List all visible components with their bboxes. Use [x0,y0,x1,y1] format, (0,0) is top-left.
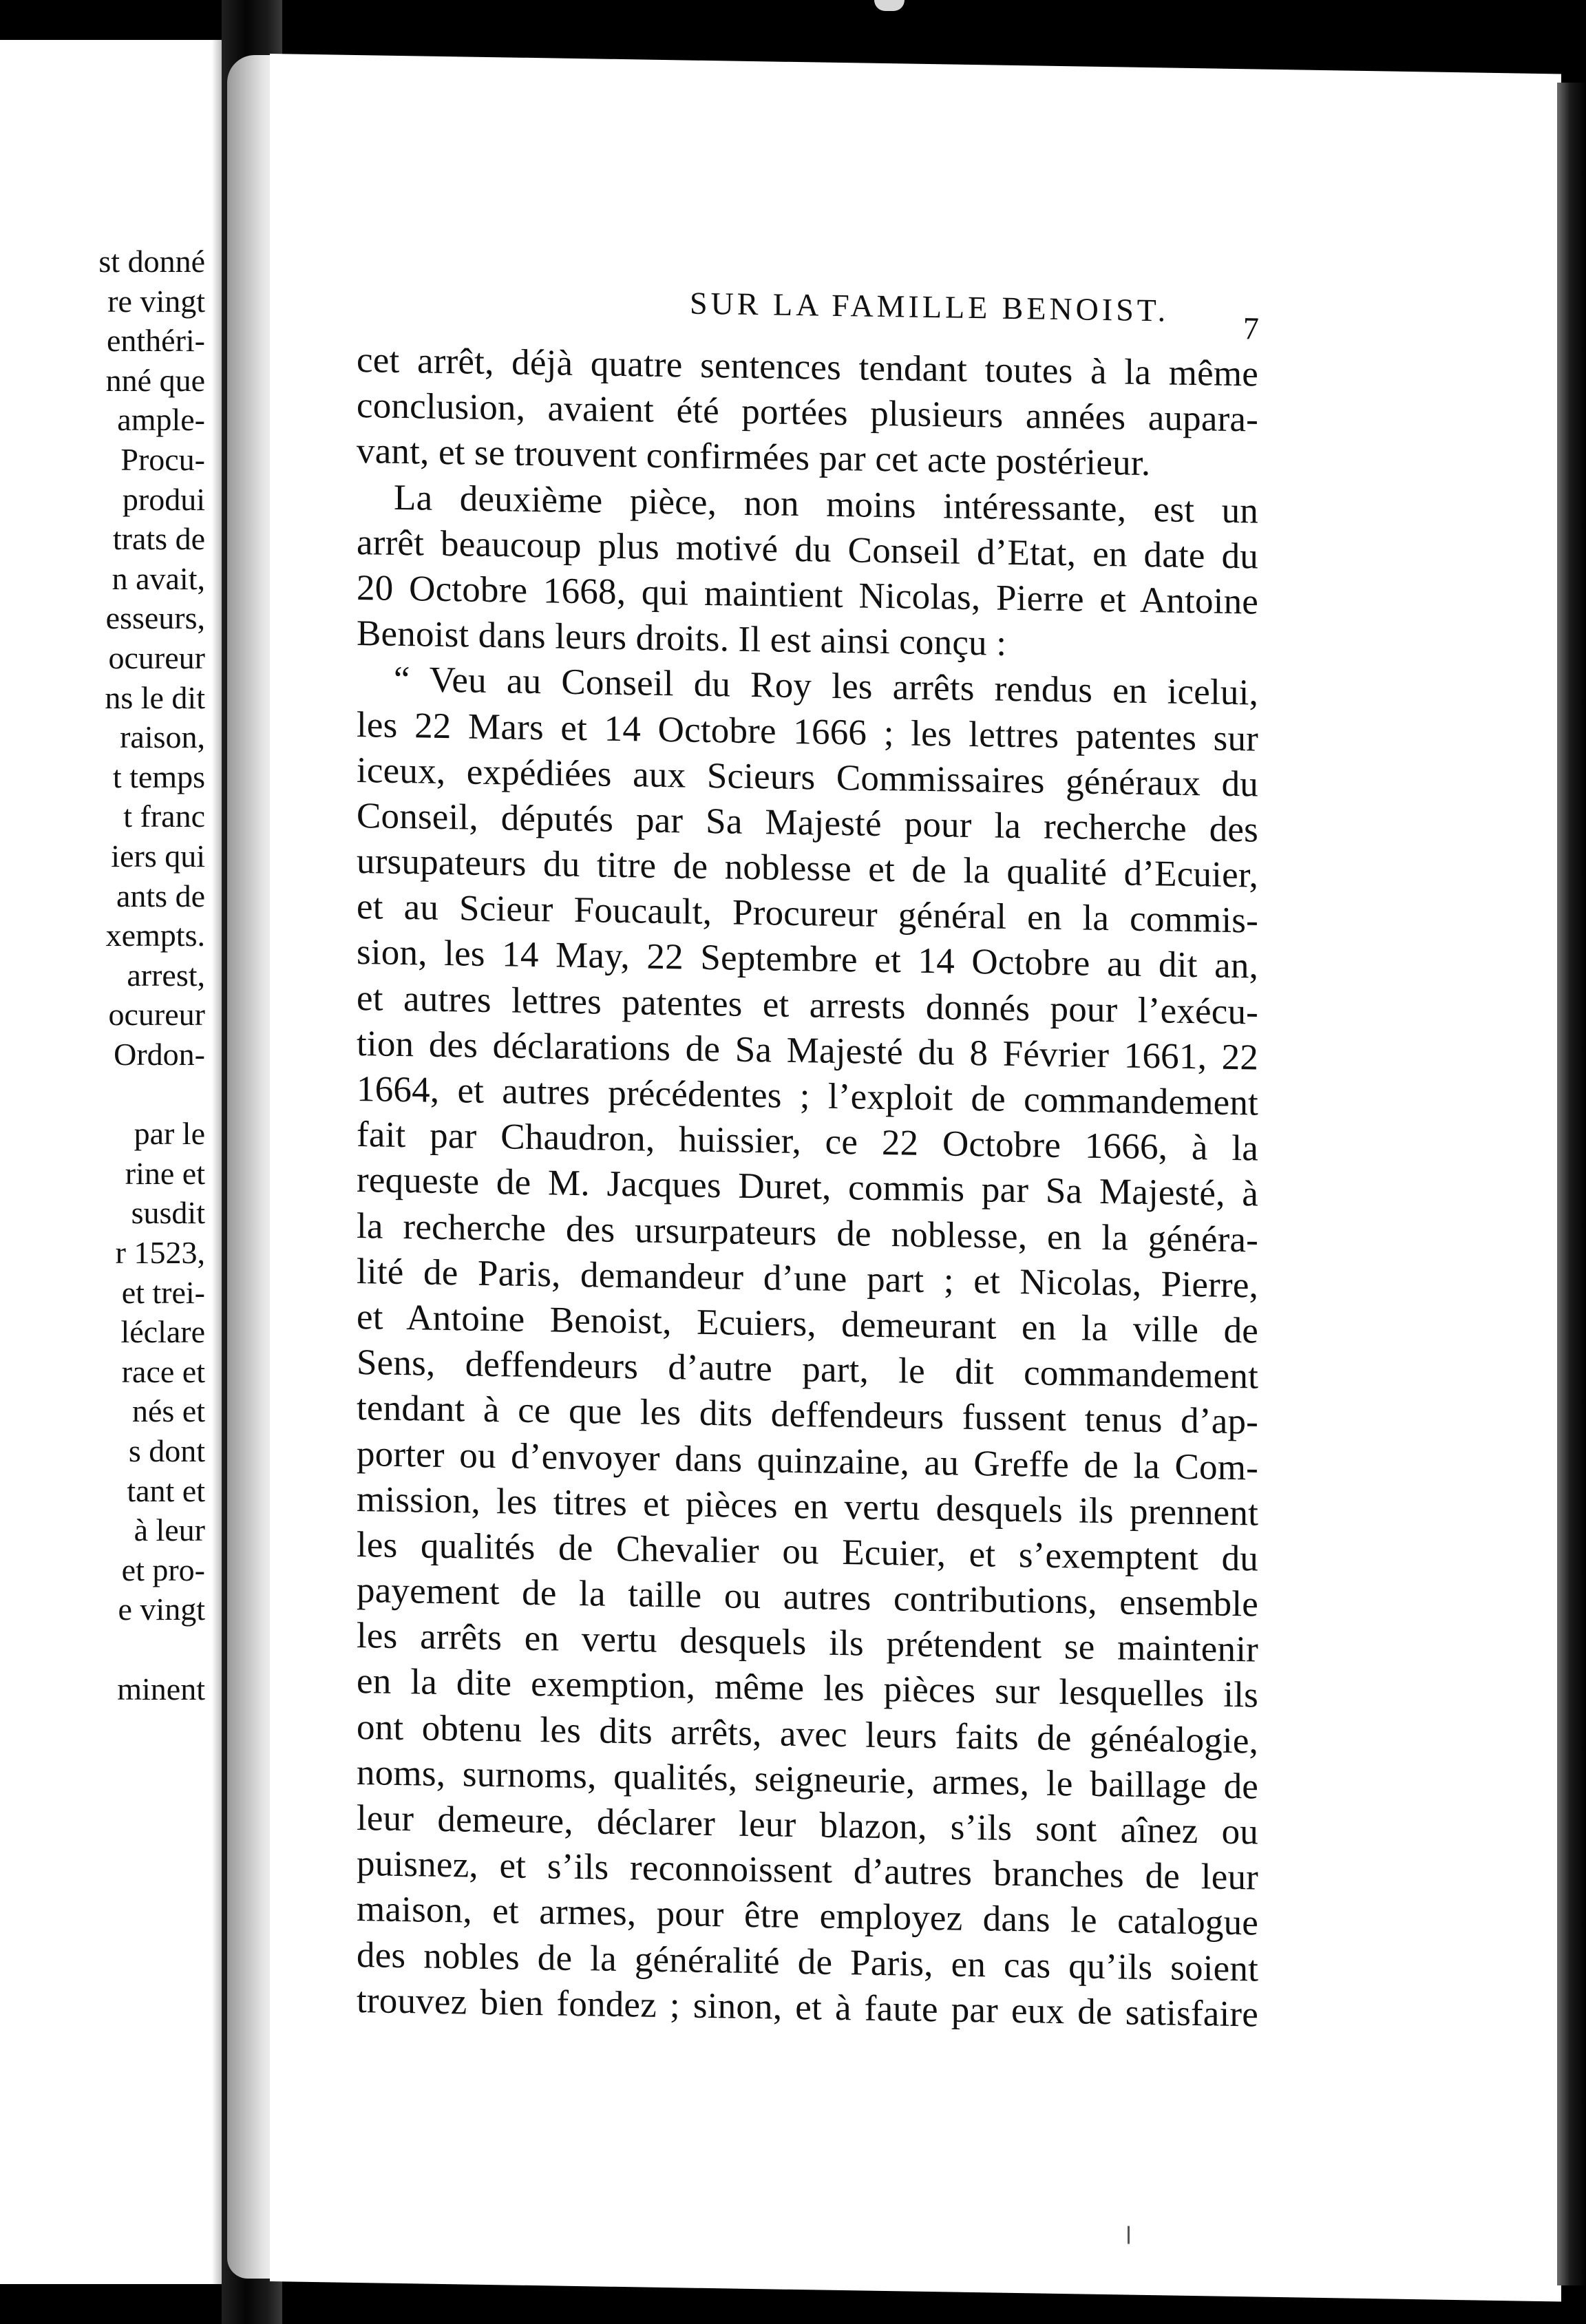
text-line: arrêt beaucoup plus motivé du Conseil d’Etat, en date du [357,522,1258,577]
text-line: et au Scieur Foucault, Procureur général en la commis- [357,887,1258,941]
left-page-line: t temps [112,759,205,794]
text-line: les 22 Mars et 14 Octobre 1666 ; les lettres patentes sur [357,704,1258,759]
left-page-line: et pro- [121,1552,205,1587]
left-page-line: minent [117,1671,205,1707]
running-head: SUR LA FAMILLE BENOIST. [690,285,1169,328]
text-line: conclusion, avaient été portées plusieurs années aupara- [357,385,1258,440]
text-line: en la dite exemption, même les pièces sur lesquelles ils [357,1661,1258,1715]
left-page-line: ants de [116,878,205,913]
left-page-line: esseurs, [105,600,205,636]
left-page-line: r 1523, [115,1235,205,1270]
text-line: vant, et se trouvent confirmées par cet acte postérieur. [357,431,1151,484]
page-number: 7 [1243,310,1259,346]
text-line: noms, surnoms, qualités, seigneurie, armes, le baillage de [357,1752,1258,1807]
left-page-line: nné que [105,362,205,398]
text-line: porter ou d’envoyer dans quinzaine, au Greffe de la Com- [357,1433,1258,1488]
text-line: Sens, deffendeurs d’autre part, le dit commandement [357,1342,1258,1397]
text-line: des nobles de la généralité de Paris, en cas qu’ils soient [357,1934,1258,1989]
left-page-line: produi [122,481,205,517]
left-page-line: ocureur [108,640,205,675]
text-line: 1664, et autres précédentes ; l’exploit de commandement [357,1068,1258,1123]
text-line: tion des déclarations de Sa Majesté du 8 Février 1661, 22 [357,1023,1258,1078]
text-line: Conseil, députés par Sa Majesté pour la recherche des [357,795,1258,850]
text-line: La deuxième pièce, non moins intéressante, est un [394,477,1258,531]
left-page-line: susdit [131,1195,205,1231]
text-line: la recherche des ursurpateurs de noblesse, en la généra- [357,1205,1258,1260]
left-page-line: s dont [128,1433,205,1468]
left-page-line: par le [134,1116,205,1152]
text-line: fait par Chaudron, huissier, ce 22 Octobre 1666, à la [357,1115,1258,1169]
left-page-fragments [0,40,205,2284]
left-page-line: à leur [134,1512,205,1548]
text-line: puisnez, et s’ils reconnoissent d’autres branches de leur [357,1844,1258,1898]
text-line: payement de la taille ou autres contributions, ensemble [357,1570,1258,1625]
left-page-line: léclare [120,1314,205,1350]
text-line: Benoist dans leurs droits. Il est ainsi conçu : [357,613,1007,664]
right-page [270,54,1561,2301]
text-line: iceux, expédiées aux Scieurs Commissaires généraux du [357,750,1258,805]
left-page-line: raison, [120,719,205,755]
left-page-line: iers qui [111,838,205,874]
left-page-line: tant et [127,1472,205,1508]
left-page-line: race et [121,1353,205,1389]
left-page-line: Ordon- [114,1037,205,1072]
text-line: requeste de M. Jacques Duret, commis par Sa Majesté, à [357,1160,1258,1214]
text-line: tendant à ce que les dits deffendeurs fussent tenus d’ap- [357,1388,1258,1442]
bottom-scan-mark [1128,2226,1130,2244]
left-page-line: arrest, [127,957,205,993]
text-line: les arrêts en vertu desquels ils prétendent se maintenir [357,1616,1258,1670]
text-line: maison, et armes, pour être employez dans le catalogue [357,1889,1258,1943]
left-page-line: nés et [131,1393,205,1429]
left-page-shadow [212,40,222,2284]
text-line: ursupateurs du titre de noblesse et de la qualité d’Ecuier, [357,841,1258,896]
text-line: les qualités de Chevalier ou Ecuier, et s’exemptent du [357,1524,1258,1579]
left-page-line: enthéri- [106,323,205,359]
left-page-line: st donné [98,244,205,279]
body-text [357,337,1258,2038]
left-page [0,40,222,2284]
left-page-line: ample- [117,402,205,438]
text-line: mission, les titres et pièces en vertu desquels ils prennent [357,1479,1258,1534]
left-page-line: ocureur [108,997,205,1033]
top-scan-mark [874,0,905,11]
text-line: trouvez bien fondez ; sinon, et à faute par eux de satisfaire [357,1980,1258,2035]
left-page-line: rine et [125,1155,205,1191]
text-line: cet arrêt, déjà quatre sentences tendant toutes à la même [357,339,1258,394]
left-page-line: xempts. [105,918,205,953]
text-line: ont obtenu les dits arrêts, avec leurs faits de généalogie, [357,1707,1258,1762]
text-line: et Antoine Benoist, Ecuiers, demeurant en la ville de [357,1296,1258,1351]
left-page-line: ns le dit [105,679,205,715]
text-line: sion, les 14 May, 22 Septembre et 14 Octobre au dit an, [357,932,1258,986]
left-page-line: et trei- [121,1274,205,1310]
text-line: et autres lettres patentes et arrests donnés pour l’exécu- [357,978,1258,1033]
left-page-line: n avait, [112,560,205,596]
left-page-line: trats de [112,521,205,557]
text-line: 20 Octobre 1668, qui maintient Nicolas, Pierre et Antoine [357,567,1258,622]
left-page-line: re vingt [107,283,205,319]
text-line: lité de Paris, demandeur d’une part ; et Nicolas, Pierre, [357,1251,1258,1306]
text-line: leur demeure, déclarer leur blazon, s’ils sont aînez ou [357,1797,1258,1852]
right-page-edge [1557,83,1586,2285]
left-page-line: t franc [123,799,205,834]
left-page-line: Procu- [120,442,205,477]
text-line: “ Veu au Conseil du Roy les arrêts rendus en icelui, [394,659,1258,713]
left-page-line: e vingt [118,1592,205,1627]
